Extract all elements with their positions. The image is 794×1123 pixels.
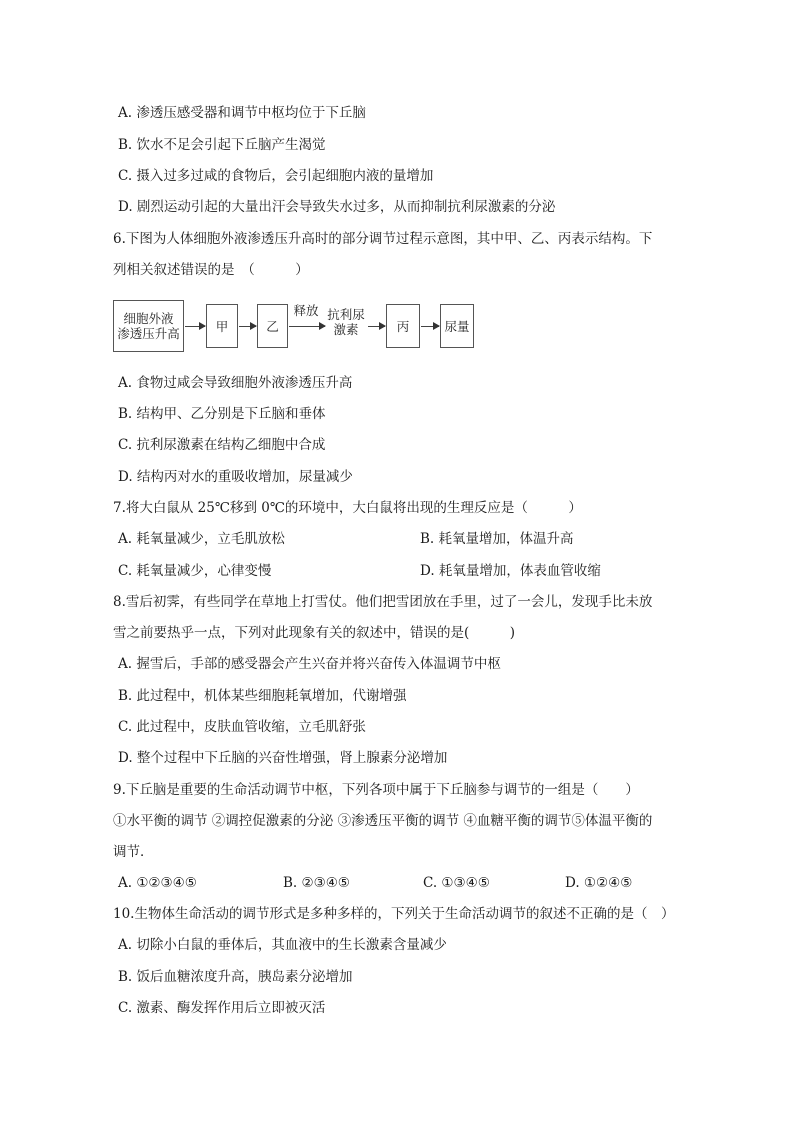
q10-option-b: B. 饭后血糖浓度升高，胰岛素分泌增加: [118, 969, 353, 985]
flow-arrow-2: [239, 326, 256, 327]
q9-option-d: D. ①②④⑤: [565, 875, 633, 891]
osmotic-regulation-flowchart: [113, 298, 475, 354]
q8-option-d: D. 整个过程中下丘脑的兴奋性增强，肾上腺素分泌增加: [118, 750, 448, 766]
flow-box-jia: [206, 304, 238, 348]
q9-items-line1: ①水平衡的调节 ②调控促激素的分泌 ③渗透压平衡的调节 ④血糖平衡的调节⑤体温平衡的: [113, 813, 653, 829]
q8-option-b: B. 此过程中，机体某些细胞耗氧增加，代谢增强: [118, 688, 407, 704]
flow-arrow-3: [368, 326, 385, 327]
q8-option-a: A. 握雪后，手部的感受器会产生兴奋并将兴奋传入体温调节中枢: [118, 656, 501, 672]
flow-box-yi: [257, 304, 288, 348]
q6-option-d: D. 结构丙对水的重吸收增加，尿量减少: [118, 469, 353, 485]
q6-option-b: B. 结构甲、乙分别是下丘脑和垂体: [118, 406, 326, 422]
q10-option-c: C. 激素、酶发挥作用后立即被灭活: [118, 1000, 326, 1016]
q5-option-c: C. 摄入过多过咸的食物后，会引起细胞内液的量增加: [118, 168, 434, 184]
q7-stem: 7.将大白鼠从 25℃移到 0℃的环境中，大白鼠将出现的生理反应是（ ）: [113, 500, 582, 516]
flow-arrow-release: [289, 326, 325, 327]
flow-box-start: [113, 300, 184, 352]
flow-start-line1: 细胞外液: [123, 311, 174, 326]
q5-option-a: A. 渗透压感受器和调节中枢均位于下丘脑: [118, 105, 366, 121]
flow-box-bing: [386, 304, 420, 348]
q7-option-d: D. 耗氧量增加，体表血管收缩: [420, 563, 601, 579]
q9-option-c: C. ①③④⑤: [423, 875, 490, 891]
q10-option-a: A. 切除小白鼠的垂体后，其血液中的生长激素含量减少: [118, 937, 447, 953]
q10-stem: 10.生物体生命活动的调节形式是多种多样的，下列关于生命活动调节的叙述不正确的是（ ）: [113, 906, 675, 922]
q5-option-d: D. 剧烈运动引起的大量出汗会导致失水过多，从而抑制抗利尿激素的分泌: [118, 199, 556, 215]
q6-stem-line1: 6.下图为人体细胞外液渗透压升高时的部分调节过程示意图，其中甲、乙、丙表示结构。下: [113, 231, 653, 247]
flow-hormone-line1: 抗利尿: [327, 307, 365, 322]
flow-urine-label: 尿量: [444, 318, 470, 334]
q7-option-c: C. 耗氧量减少，心律变慢: [118, 563, 272, 579]
q8-option-c: C. 此过程中，皮肤血管收缩，立毛肌舒张: [118, 719, 366, 735]
q9-items-line2: 调节．: [113, 844, 154, 860]
q9-option-b: B. ②③④⑤: [283, 875, 350, 891]
flow-arrow-4: [421, 326, 439, 327]
q5-option-b: B. 饮水不足会引起下丘脑产生渴觉: [118, 137, 326, 153]
flow-release-label: 释放: [293, 303, 319, 318]
flow-yi-label: 乙: [266, 318, 279, 334]
q7-option-b: B. 耗氧量增加，体温升高: [420, 531, 574, 547]
flow-arrow-1: [185, 326, 205, 327]
q7-option-a: A. 耗氧量减少，立毛肌放松: [118, 531, 285, 547]
flow-start-line2: 渗透压升高: [117, 326, 180, 341]
q9-stem: 9.下丘脑是重要的生命活动调节中枢，下列各项中属于下丘脑参与调节的一组是（ ）: [113, 782, 639, 798]
q6-option-c: C. 抗利尿激素在结构乙细胞中合成: [118, 437, 326, 453]
q8-stem-line1: 8.雪后初霁，有些同学在草地上打雪仗。他们把雪团放在手里，过了一会儿，发现手比未放: [113, 594, 653, 610]
flow-bing-label: 丙: [396, 318, 410, 334]
flow-jia-label: 甲: [215, 318, 229, 334]
flow-hormone-line2: 激素: [333, 322, 359, 337]
q9-option-a: A. ①②③④⑤: [118, 875, 197, 891]
flow-hormone-label: [325, 307, 367, 337]
q6-option-a: A. 食物过咸会导致细胞外液渗透压升高: [118, 375, 353, 391]
q8-stem-line2: 雪之前要热乎一点，下列对此现象有关的叙述中，错误的是( ): [113, 625, 516, 641]
q6-stem-line2: 列相关叙述错误的是 （ ）: [113, 262, 309, 278]
flow-box-urine: [440, 304, 474, 348]
